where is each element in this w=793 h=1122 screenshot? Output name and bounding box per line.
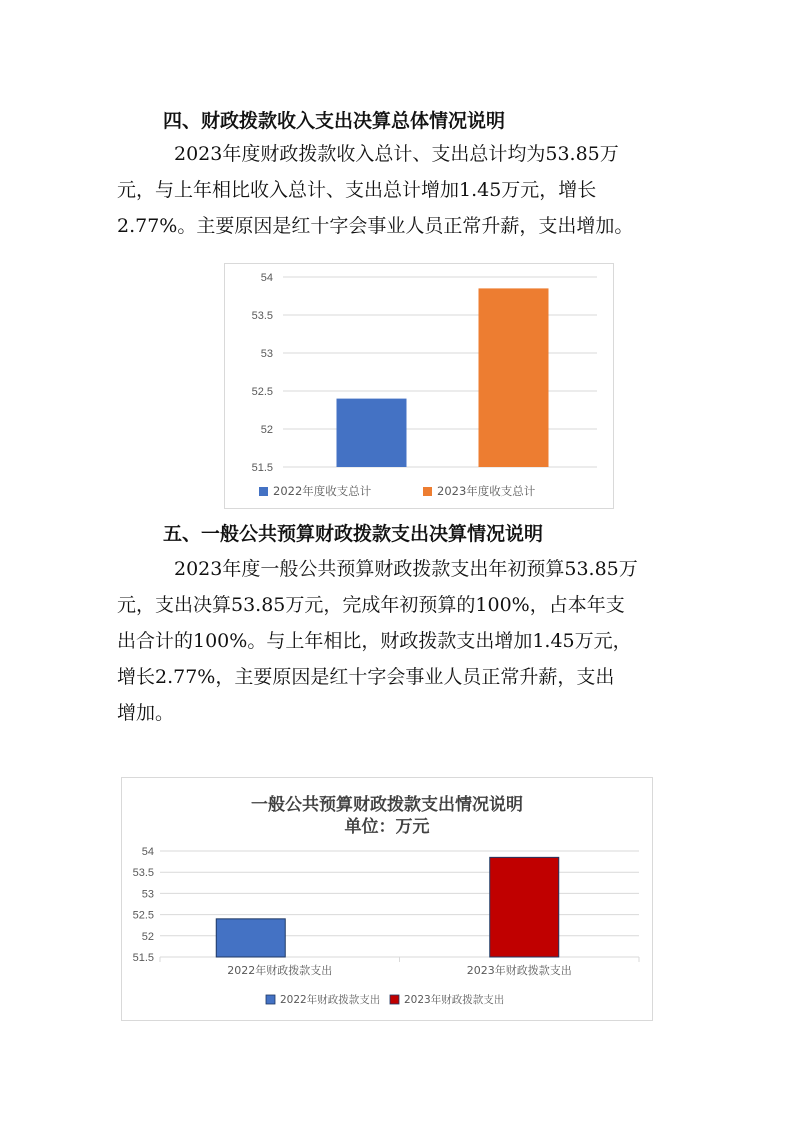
legend-swatch [423, 487, 432, 496]
y-tick-label: 54 [260, 272, 273, 284]
paragraph-line: 出合计的100%。与上年相比，财政拨款支出增加1.45万元， [117, 630, 632, 652]
paragraph-line: 增加。 [117, 702, 175, 724]
legend-swatch [390, 995, 399, 1004]
y-tick-label: 52.5 [132, 909, 154, 922]
legend-label: 2022年财政拨款支出 [280, 994, 381, 1006]
y-tick-label: 51.5 [132, 952, 154, 964]
bar [337, 399, 407, 467]
paragraph-line: 元，与上年相比收入总计、支出总计增加1.45万元，增长 [117, 179, 597, 201]
chart-unit-label: 单位：万元 [344, 817, 430, 837]
x-category-label: 2023年财政拨款支出 [466, 964, 572, 977]
legend-label: 2023年度收支总计 [437, 484, 536, 498]
y-tick-label: 54 [141, 846, 154, 858]
section5-heading: 五、一般公共预算财政拨款支出决算情况说明 [163, 523, 544, 545]
y-tick-label: 53.5 [251, 310, 273, 322]
bar [216, 919, 285, 957]
section4-paragraph [117, 136, 677, 244]
legend-label: 2023年财政拨款支出 [404, 994, 505, 1006]
bar [479, 288, 549, 467]
legend-swatch [259, 487, 268, 496]
y-tick-label: 51.5 [251, 462, 273, 474]
x-category-label: 2022年财政拨款支出 [227, 964, 333, 977]
y-tick-label: 52 [141, 930, 154, 943]
general-budget-expenditure-chart [121, 777, 653, 1021]
legend-label: 2022年度收支总计 [273, 484, 372, 498]
income-expense-total-chart [224, 263, 614, 509]
paragraph-line: 2023年度财政拨款收入总计、支出总计均为53.85万 [174, 143, 619, 165]
paragraph-line: 元，支出决算53.85万元，完成年初预算的100%，占本年支 [117, 594, 625, 616]
chart2-svg [122, 778, 652, 1020]
section4-heading: 四、财政拨款收入支出决算总体情况说明 [163, 110, 506, 132]
y-tick-label: 53 [260, 348, 273, 360]
paragraph-line: 2.77%。主要原因是红十字会事业人员正常升薪，支出增加。 [117, 215, 634, 237]
paragraph-line: 增长2.77%，主要原因是红十字会事业人员正常升薪，支出 [117, 666, 615, 688]
legend-swatch [266, 995, 275, 1004]
paragraph-line: 2023年度一般公共预算财政拨款支出年初预算53.85万 [174, 558, 638, 580]
section5-paragraph [117, 551, 677, 731]
y-tick-label: 53 [141, 888, 154, 901]
y-tick-label: 52 [260, 424, 273, 436]
y-tick-label: 53.5 [132, 867, 154, 880]
chart-title: 一般公共预算财政拨款支出情况说明 [251, 795, 523, 815]
bar [490, 857, 559, 957]
chart1-svg [225, 264, 613, 508]
y-tick-label: 52.5 [251, 386, 273, 398]
